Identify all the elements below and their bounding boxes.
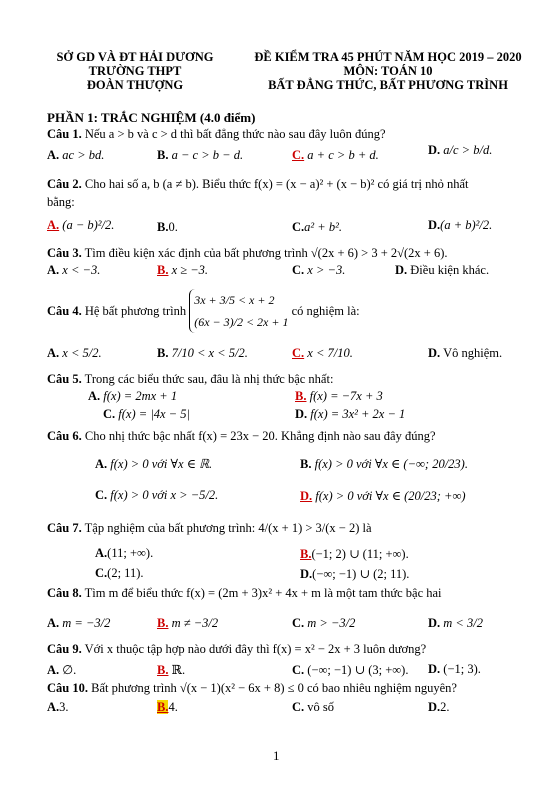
- q9-option-a: A. ∅.: [47, 663, 77, 677]
- q6-option-d: D. f(x) > 0 với ∀x ∈ (20/23; +∞): [300, 489, 466, 503]
- question-6: Câu 6. Cho nhị thức bậc nhất f(x) = 23x − 20. Khẳng định nào sau đây đúng?: [47, 429, 436, 443]
- header-org: SỞ GD VÀ ĐT HẢI DƯƠNG: [56, 50, 214, 64]
- header-school-name: ĐOÀN THƯỢNG: [86, 78, 184, 92]
- q4-option-a: A. x < 5/2.: [47, 346, 102, 360]
- q1-option-b: B. a − c > b − d.: [157, 148, 244, 162]
- q7-option-a: A.(11; +∞).: [95, 546, 154, 560]
- question-2-cont: bằng:: [47, 195, 75, 209]
- q8-option-b: B. m ≠ −3/2: [157, 616, 219, 630]
- question-4: Câu 4. Hệ bất phương trình 3x + 3/5 < x + 2 (6x − 3)/2 < 2x + 1 có nghiệm là:: [47, 282, 360, 340]
- q2-option-b: B.0.: [157, 220, 178, 234]
- question-text: Nếu a > b và c > d thì bất đẳng thức nào sau đây luôn đúng?: [84, 127, 386, 141]
- q9-option-c: C. (−∞; −1) ∪ (3; +∞).: [292, 663, 409, 677]
- q2-option-a: A. (a − b)²/2.: [47, 218, 115, 232]
- q10-option-a: A.3.: [47, 700, 69, 714]
- q3-option-c: C. x > −3.: [292, 263, 346, 277]
- q6-option-b: B. f(x) > 0 với ∀x ∈ (−∞; 20/23).: [300, 457, 468, 471]
- q8-option-a: A. m = −3/2: [47, 616, 111, 630]
- q1-option-a: A. ac > bd.: [47, 148, 105, 162]
- question-9: Câu 9. Với x thuộc tập hợp nào dưới đây thì f(x) = x² − 2x + 3 luôn dương?: [47, 642, 427, 656]
- q10-option-c: C. vô số: [292, 700, 335, 714]
- question-1: [47, 127, 386, 142]
- question-5: Câu 5. Trong các biểu thức sau, đâu là nhị thức bậc nhất:: [47, 372, 334, 386]
- q3-option-b: B. x ≥ −3.: [157, 263, 209, 277]
- header-subject: MÔN: TOÁN 10: [343, 64, 433, 78]
- question-7: Câu 7. Tập nghiệm của bất phương trình: 4/(x + 1) > 3/(x − 2) là: [47, 521, 372, 535]
- q2-option-c: C.a² + b².: [292, 220, 342, 234]
- q2-option-d: D.(a + b)²/2.: [428, 218, 493, 232]
- q5-option-a: A. f(x) = 2mx + 1: [88, 389, 178, 403]
- q8-option-d: D. m < 3/2: [428, 616, 483, 630]
- q7-option-c: C.(2; 11).: [95, 566, 144, 580]
- q8-option-c: C. m > −3/2: [292, 616, 356, 630]
- section-title: PHẦN 1: TRẮC NGHIỆM (4.0 điểm): [47, 110, 256, 125]
- question-8: Câu 8. Tìm m để biểu thức f(x) = (2m + 3)x² + 4x + m là một tam thức bậc hai: [47, 586, 442, 600]
- question-10: Câu 10. Bất phương trình √(x − 1)(x² − 6x + 8) ≤ 0 có bao nhiêu nghiệm nguyên?: [47, 681, 457, 695]
- q1-option-d: D. a/c > b/d.: [428, 143, 493, 157]
- q4-option-c: C. x < 7/10.: [292, 346, 353, 360]
- question-label: Câu 1.: [47, 127, 82, 141]
- question-2: Câu 2. Cho hai số a, b (a ≠ b). Biểu thức f(x) = (x − a)² + (x − b)² có giá trị nhỏ nhất: [47, 177, 469, 191]
- q3-option-a: A. x < −3.: [47, 263, 101, 277]
- question-3: Câu 3. Tìm điều kiện xác định của bất phương trình √(2x + 6) > 3 + 2√(2x + 6).: [47, 246, 448, 260]
- header-topic: BẤT ĐẲNG THỨC, BẤT PHƯƠNG TRÌNH: [268, 78, 508, 92]
- q7-option-b: B.(−1; 2) ∪ (11; +∞).: [300, 547, 409, 561]
- q9-option-d: D. (−1; 3).: [428, 662, 481, 676]
- q3-option-d: D. Điều kiện khác.: [395, 263, 490, 277]
- q4-option-b: B. 7/10 < x < 5/2.: [157, 346, 248, 360]
- q9-option-b: B. ℝ.: [157, 663, 186, 677]
- q5-option-d: D. f(x) = 3x² + 2x − 1: [295, 407, 406, 421]
- q5-option-c: C. f(x) = |4x − 5|: [103, 407, 190, 421]
- q4-option-d: D. Vô nghiệm.: [428, 346, 503, 360]
- q7-option-d: D.(−∞; −1) ∪ (2; 11).: [300, 567, 410, 581]
- q6-option-c: C. f(x) > 0 với x > −5/2.: [95, 488, 219, 502]
- q5-option-b: B. f(x) = −7x + 3: [295, 389, 383, 403]
- q10-option-d: D.2.: [428, 700, 450, 714]
- inequality-system: 3x + 3/5 < x + 2 (6x − 3)/2 < 2x + 1: [189, 289, 288, 333]
- header-exam-title: ĐỀ KIỂM TRA 45 PHÚT NĂM HỌC 2019 – 2020: [254, 50, 522, 64]
- q1-option-c: C. a + c > b + d.: [292, 148, 379, 162]
- q10-option-b: B.4.: [157, 700, 178, 714]
- q6-option-a: A. f(x) > 0 với ∀x ∈ ℝ.: [95, 457, 213, 471]
- page-number: 1: [273, 748, 280, 763]
- header-school: TRƯỜNG THPT: [88, 64, 182, 78]
